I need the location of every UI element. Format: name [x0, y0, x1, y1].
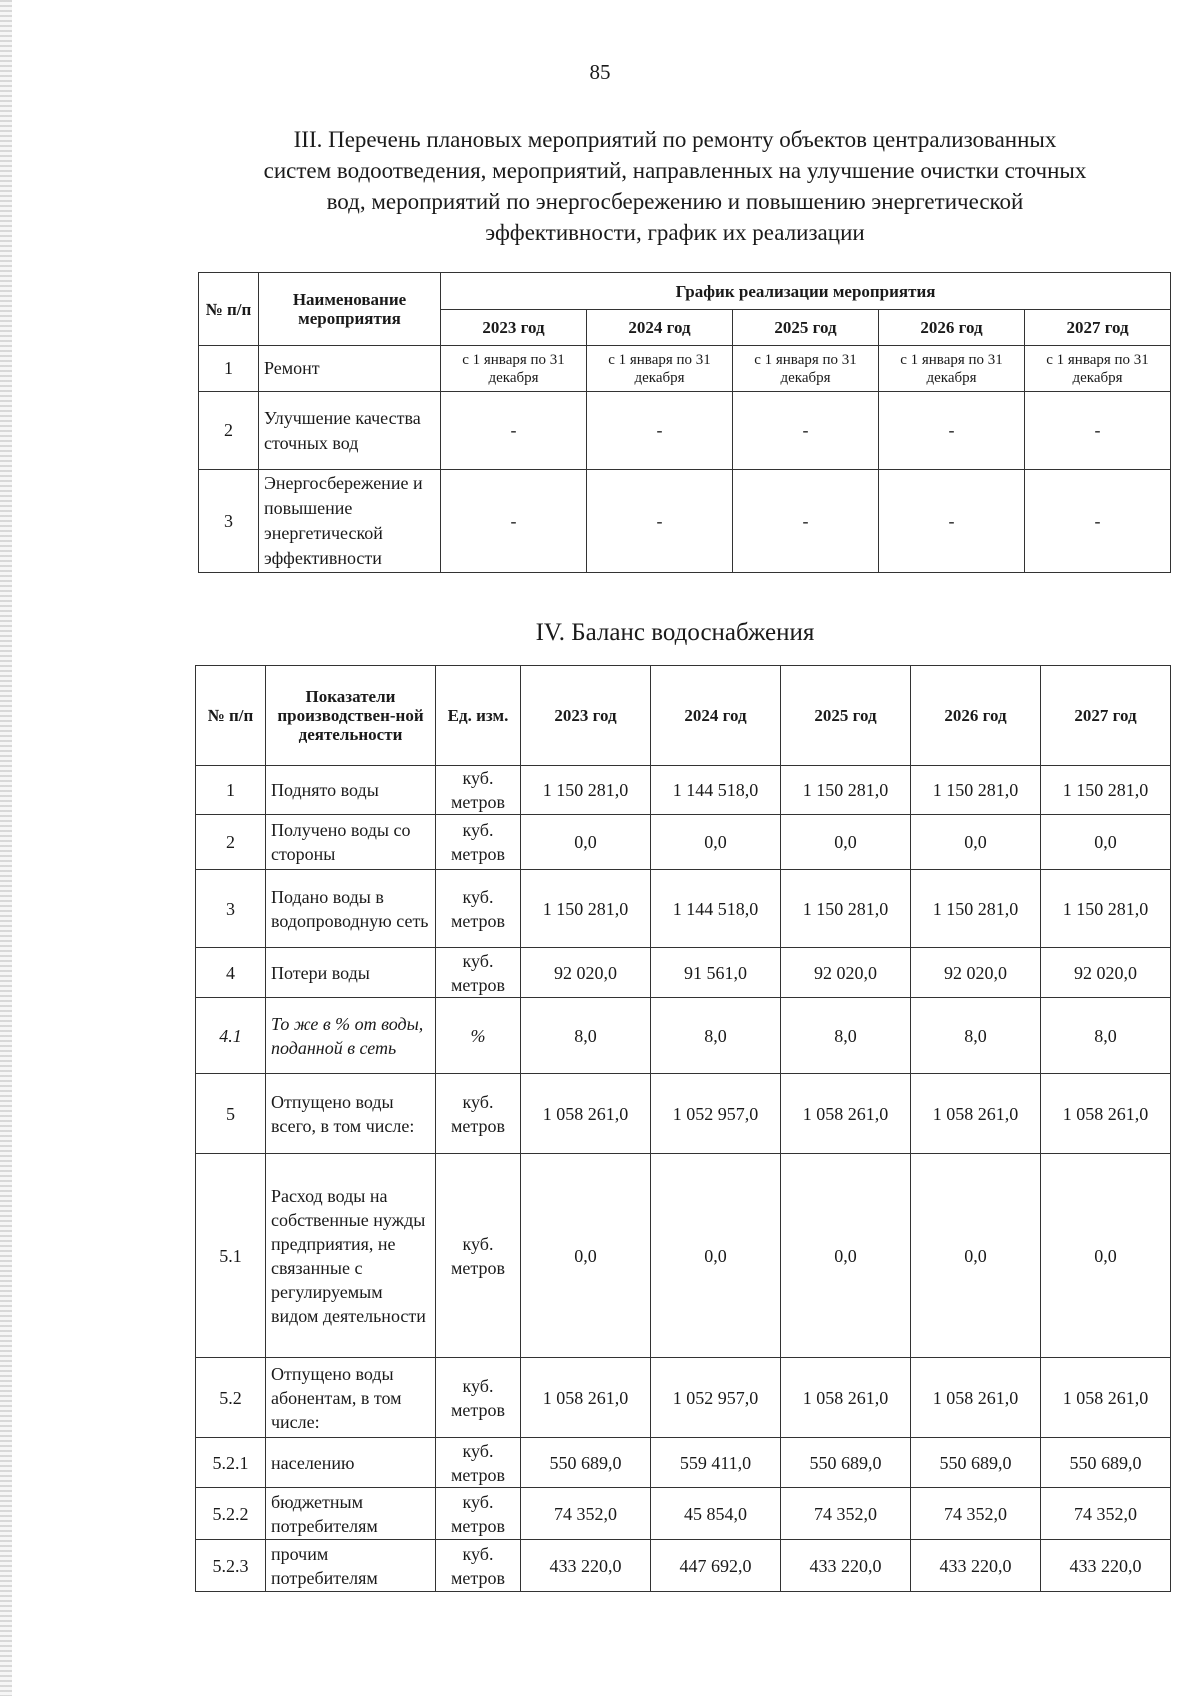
row-value: 8,0	[651, 998, 781, 1074]
row-unit: куб. метров	[436, 766, 521, 815]
col-header-year: 2026 год	[911, 666, 1041, 766]
table-row	[196, 1438, 1171, 1488]
row-unit: куб. метров	[436, 1358, 521, 1438]
row-value: 92 020,0	[521, 948, 651, 998]
row-value: 1 150 281,0	[781, 870, 911, 948]
table-header-row	[196, 666, 1171, 766]
row-value: 550 689,0	[911, 1438, 1041, 1488]
row-value: -	[1025, 392, 1171, 470]
row-value: 74 352,0	[521, 1488, 651, 1540]
row-value: 559 411,0	[651, 1438, 781, 1488]
row-value: 550 689,0	[781, 1438, 911, 1488]
row-value: 1 150 281,0	[911, 766, 1041, 815]
row-value: 8,0	[521, 998, 651, 1074]
row-unit: куб. метров	[436, 1438, 521, 1488]
col-header-year: 2024 год	[651, 666, 781, 766]
row-value: 1 144 518,0	[651, 870, 781, 948]
col-header-indicator: Показатели производствен-ной деятельности	[266, 666, 436, 766]
row-value: 74 352,0	[911, 1488, 1041, 1540]
row-num: 3	[199, 470, 259, 573]
page-number: 85	[589, 60, 611, 84]
col-header-year: 2027 год	[1041, 666, 1171, 766]
row-value: 1 052 957,0	[651, 1074, 781, 1154]
row-value: 1 058 261,0	[911, 1074, 1041, 1154]
col-header-year: 2024 год	[587, 310, 733, 346]
row-num: 2	[196, 815, 266, 870]
row-value: 1 058 261,0	[781, 1074, 911, 1154]
row-value: 0,0	[521, 1154, 651, 1358]
row-value: -	[1025, 470, 1171, 573]
row-value: 0,0	[1041, 815, 1171, 870]
row-value: -	[441, 470, 587, 573]
section-3-title	[190, 124, 1160, 248]
col-header-year: 2027 год	[1025, 310, 1171, 346]
row-name: Улучшение качества сточных вод	[259, 392, 441, 470]
table-header-row	[199, 273, 1171, 310]
row-value: 1 058 261,0	[1041, 1074, 1171, 1154]
row-num: 5.2.2	[196, 1488, 266, 1540]
row-name: населению	[266, 1438, 436, 1488]
row-name: Потери воды	[266, 948, 436, 998]
row-value: 1 058 261,0	[911, 1358, 1041, 1438]
row-value: 0,0	[651, 1154, 781, 1358]
water-balance-table	[195, 665, 1171, 1592]
row-name: Получено воды со стороны	[266, 815, 436, 870]
row-value: 1 150 281,0	[1041, 870, 1171, 948]
row-value: -	[587, 392, 733, 470]
row-value: 433 220,0	[521, 1540, 651, 1592]
row-value: с 1 января по 31 декабря	[441, 346, 587, 392]
row-num: 5.2.3	[196, 1540, 266, 1592]
row-num: 5.1	[196, 1154, 266, 1358]
table-row	[196, 1358, 1171, 1438]
row-value: 0,0	[911, 815, 1041, 870]
row-value: с 1 января по 31 декабря	[587, 346, 733, 392]
row-num: 1	[196, 766, 266, 815]
row-value: 8,0	[911, 998, 1041, 1074]
row-value: -	[879, 392, 1025, 470]
row-num: 4	[196, 948, 266, 998]
row-num: 1	[199, 346, 259, 392]
row-num: 5.2.1	[196, 1438, 266, 1488]
row-value: 1 058 261,0	[1041, 1358, 1171, 1438]
row-value: 8,0	[1041, 998, 1171, 1074]
row-unit: куб. метров	[436, 1074, 521, 1154]
row-value: 1 150 281,0	[521, 870, 651, 948]
row-value: 92 020,0	[781, 948, 911, 998]
col-header-name: Наименование мероприятия	[259, 273, 441, 346]
row-name: Ремонт	[259, 346, 441, 392]
row-name: Подано воды в водопроводную сеть	[266, 870, 436, 948]
row-name: Энергосбережение и повышение энергетической эффективности	[259, 470, 441, 573]
row-value: 1 150 281,0	[911, 870, 1041, 948]
schedule-table	[198, 272, 1171, 573]
col-header-year: 2023 год	[441, 310, 587, 346]
col-header-unit: Ед. изм.	[436, 666, 521, 766]
row-name: Расход воды на собственные нужды предприятия, не связанные с регулируемым видом деятельности	[266, 1154, 436, 1358]
row-value: 8,0	[781, 998, 911, 1074]
row-value: 1 058 261,0	[521, 1074, 651, 1154]
section-4-title: IV. Баланс водоснабжения	[535, 619, 815, 646]
col-header-num: № п/п	[199, 273, 259, 346]
row-value: 0,0	[781, 815, 911, 870]
row-value: 433 220,0	[911, 1540, 1041, 1592]
row-value: 550 689,0	[521, 1438, 651, 1488]
col-header-year: 2023 год	[521, 666, 651, 766]
row-name: Отпущено воды всего, в том числе:	[266, 1074, 436, 1154]
row-unit: куб. метров	[436, 948, 521, 998]
row-value: -	[733, 470, 879, 573]
row-unit: куб. метров	[436, 1488, 521, 1540]
row-name: Отпущено воды абонентам, в том числе:	[266, 1358, 436, 1438]
row-value: 0,0	[651, 815, 781, 870]
row-name: прочим потребителям	[266, 1540, 436, 1592]
row-value: 1 150 281,0	[521, 766, 651, 815]
row-value: 1 150 281,0	[781, 766, 911, 815]
table-row	[196, 766, 1171, 815]
row-value: 0,0	[521, 815, 651, 870]
row-value: с 1 января по 31 декабря	[733, 346, 879, 392]
row-num: 3	[196, 870, 266, 948]
table-row	[196, 870, 1171, 948]
col-header-year: 2026 год	[879, 310, 1025, 346]
row-unit: куб. метров	[436, 1154, 521, 1358]
row-value: 1 058 261,0	[521, 1358, 651, 1438]
table-row	[196, 1074, 1171, 1154]
section-3-title-line: эффективности, график их реализации	[485, 220, 865, 245]
row-unit: куб. метров	[436, 1540, 521, 1592]
table-row	[196, 998, 1171, 1074]
table-row	[199, 470, 1171, 573]
col-header-year: 2025 год	[781, 666, 911, 766]
row-value: 91 561,0	[651, 948, 781, 998]
table-row	[196, 1540, 1171, 1592]
row-value: 550 689,0	[1041, 1438, 1171, 1488]
row-value: 433 220,0	[781, 1540, 911, 1592]
row-num: 4.1	[196, 998, 266, 1074]
table-row	[196, 1488, 1171, 1540]
row-value: 0,0	[781, 1154, 911, 1358]
row-value: 74 352,0	[1041, 1488, 1171, 1540]
row-value: с 1 января по 31 декабря	[879, 346, 1025, 392]
row-num: 2	[199, 392, 259, 470]
row-value: 1 058 261,0	[781, 1358, 911, 1438]
row-value: 1 150 281,0	[1041, 766, 1171, 815]
row-num: 5	[196, 1074, 266, 1154]
row-value: 0,0	[1041, 1154, 1171, 1358]
section-3-title-line: III. Перечень плановых мероприятий по ремонту объектов централизованных	[293, 127, 1057, 152]
table-row	[199, 346, 1171, 392]
col-header-num: № п/п	[196, 666, 266, 766]
row-value: 74 352,0	[781, 1488, 911, 1540]
section-3-title-line: вод, мероприятий по энергосбережению и повышению энергетической	[326, 189, 1024, 214]
row-value: 92 020,0	[911, 948, 1041, 998]
row-unit: куб. метров	[436, 815, 521, 870]
row-value: с 1 января по 31 декабря	[1025, 346, 1171, 392]
scan-edge-strip	[0, 0, 12, 1696]
row-num: 5.2	[196, 1358, 266, 1438]
row-name: бюджетным потребителям	[266, 1488, 436, 1540]
row-value: 447 692,0	[651, 1540, 781, 1592]
table-row	[196, 815, 1171, 870]
row-value: 1 144 518,0	[651, 766, 781, 815]
table-row	[196, 1154, 1171, 1358]
col-header-schedule: График реализации мероприятия	[441, 273, 1171, 310]
row-value: 1 052 957,0	[651, 1358, 781, 1438]
section-3-title-line: систем водоотведения, мероприятий, направленных на улучшение очистки сточных	[263, 158, 1087, 183]
row-value: 433 220,0	[1041, 1540, 1171, 1592]
col-header-year: 2025 год	[733, 310, 879, 346]
table-row	[196, 948, 1171, 998]
row-name: То же в % от воды, поданной в сеть	[266, 998, 436, 1074]
row-value: -	[441, 392, 587, 470]
row-value: -	[733, 392, 879, 470]
row-name: Поднято воды	[266, 766, 436, 815]
row-value: -	[587, 470, 733, 573]
row-value: -	[879, 470, 1025, 573]
table-row	[199, 392, 1171, 470]
row-value: 45 854,0	[651, 1488, 781, 1540]
row-value: 0,0	[911, 1154, 1041, 1358]
row-unit: куб. метров	[436, 870, 521, 948]
row-unit: %	[436, 998, 521, 1074]
row-value: 92 020,0	[1041, 948, 1171, 998]
